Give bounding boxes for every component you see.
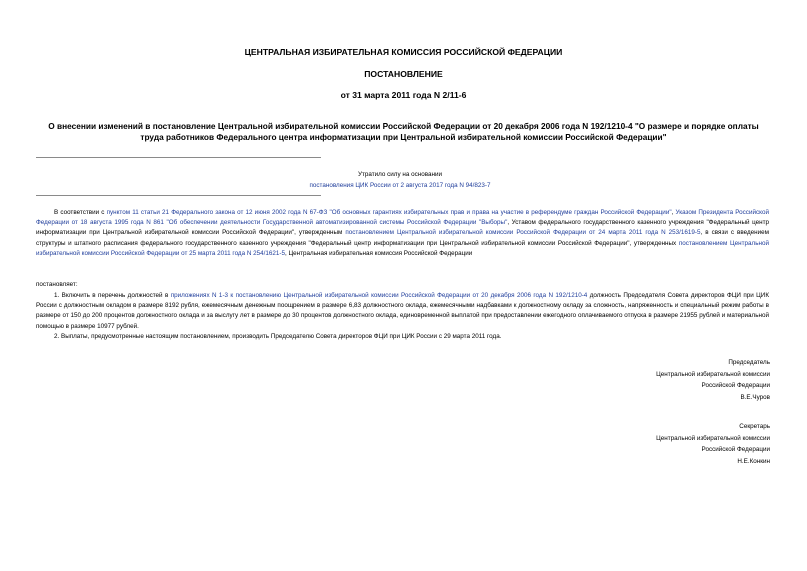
item1-text-1: 1. Включить в перечень должностей в [54,292,171,299]
secretary-org-1: Центральной избирательной комиссии [656,434,770,442]
signature-secretary [550,421,770,467]
appendices-link[interactable]: приложениях N 1-3 к постановлению Центральной избирательной комиссии Российской Федерации от 20 декабря 2006 года N 192/1210-4 [170,292,588,299]
resolution-254-link[interactable]: постановлением Центральной избирательной комиссии Российской Федерации от 25 марта 2011 года N 254/1621-5 [36,239,769,257]
chair-org-2: Российской Федерации [701,382,770,390]
chair-role: Председатель [728,359,770,366]
commission-heading: ЦЕНТРАЛЬНАЯ ИЗБИРАТЕЛЬНАЯ КОМИССИЯ РОССИЙСКОЙ ФЕДЕРАЦИИ [244,47,563,57]
signature-chair [550,357,770,403]
preamble-text-4: , в связи с введением структуры и штатного расписания федерального государственного казенного учреждения "Федеральный центр информатизации при Центральной избирательной комиссии Российской Федерации", утвержденных [36,229,770,247]
secretary-role: Секретарь [739,423,770,430]
chair-name: В.Е.Чуров [740,393,770,401]
doc-type-heading: ПОСТАНОВЛЕНИЕ [364,69,443,79]
item-2-paragraph [36,332,769,342]
divider-top [36,157,321,158]
presidential-decree-link[interactable]: Указом Президента Российской Федерации от 18 августа 1995 года N 861 "Об обеспечении деятельности Государственной автоматизированной системы Российской Федерации "Выборы" [36,209,769,227]
preamble-text-3: , Уставом федерального государственного казенного учреждения "Федеральный центр информатизации при Центральной избирательной комиссии Российской Федерации", утвержденным [36,219,769,237]
date-number-heading: от 31 марта 2011 года N 2/11-6 [340,90,467,100]
item-1-paragraph [36,291,769,332]
resolution-253-link[interactable]: постановлением Центральной избирательной комиссии Российской Федерации от 24 марта 2011 года N 253/1619-5 [345,229,701,237]
secretary-org-2: Российской Федерации [701,446,770,454]
lost-force-link[interactable]: постановления ЦИК России от 2 августа 2017 года N 94/823-7 [309,182,491,189]
resolves-line [36,280,769,290]
preamble-paragraph [36,208,769,259]
item1-text-2: должность Председателя Совета директоров ФЦИ при ЦИК России с должностным окладом в размере 8192 рубля, ежемесячным денежным поощрением в размере 6,83 должностного оклада, ежемесячными надбавками к должностному окладу за сложность, напряженность и специальный режим работы в размере от 150 до 200 процентов должностного оклада и за выслугу лет в размере до 30 процентов должностного оклада, единовременной выплатой при предоставлении ежегодного оплачиваемого отпуска в размере 21955 рублей и материальной помощью в размере 10977 рублей. [36,292,769,330]
item2-text: 2. Выплаты, предусмотренные настоящим постановлением, производить Председателю Совета директоров ФЦИ при ЦИК России с 29 марта 2011 года. [54,333,502,340]
preamble-text-2: , [671,209,676,216]
lost-force-note [250,169,550,191]
preamble-text-5: , Центральная избирательная комиссия Российской Федерации [285,249,473,257]
law-67fz-link[interactable]: пунктом 11 статьи 21 Федерального закона от 12 июня 2002 года N 67-ФЗ "Об основных гарантиях избирательных прав и права на участие в референдуме граждан Российской Федерации" [106,209,672,216]
document-title: О внесении изменений в постановление Центральной избирательной комиссии Российской Федерации от 20 декабря 2006 года N 192/1210-4 "О размере и порядке оплаты труда работников Федерального центра информатизации при Центральной избирательной комиссии Российской Федерации" [48,121,759,142]
resolves-text: постановляет: [36,281,78,288]
preamble-text-1: В соответствии с [54,209,107,216]
secretary-name: Н.Е.Конкин [737,457,770,465]
lost-force-label: Утратило силу на основании [357,171,443,178]
chair-org-1: Центральной избирательной комиссии [656,370,770,378]
divider-bottom [36,195,321,196]
